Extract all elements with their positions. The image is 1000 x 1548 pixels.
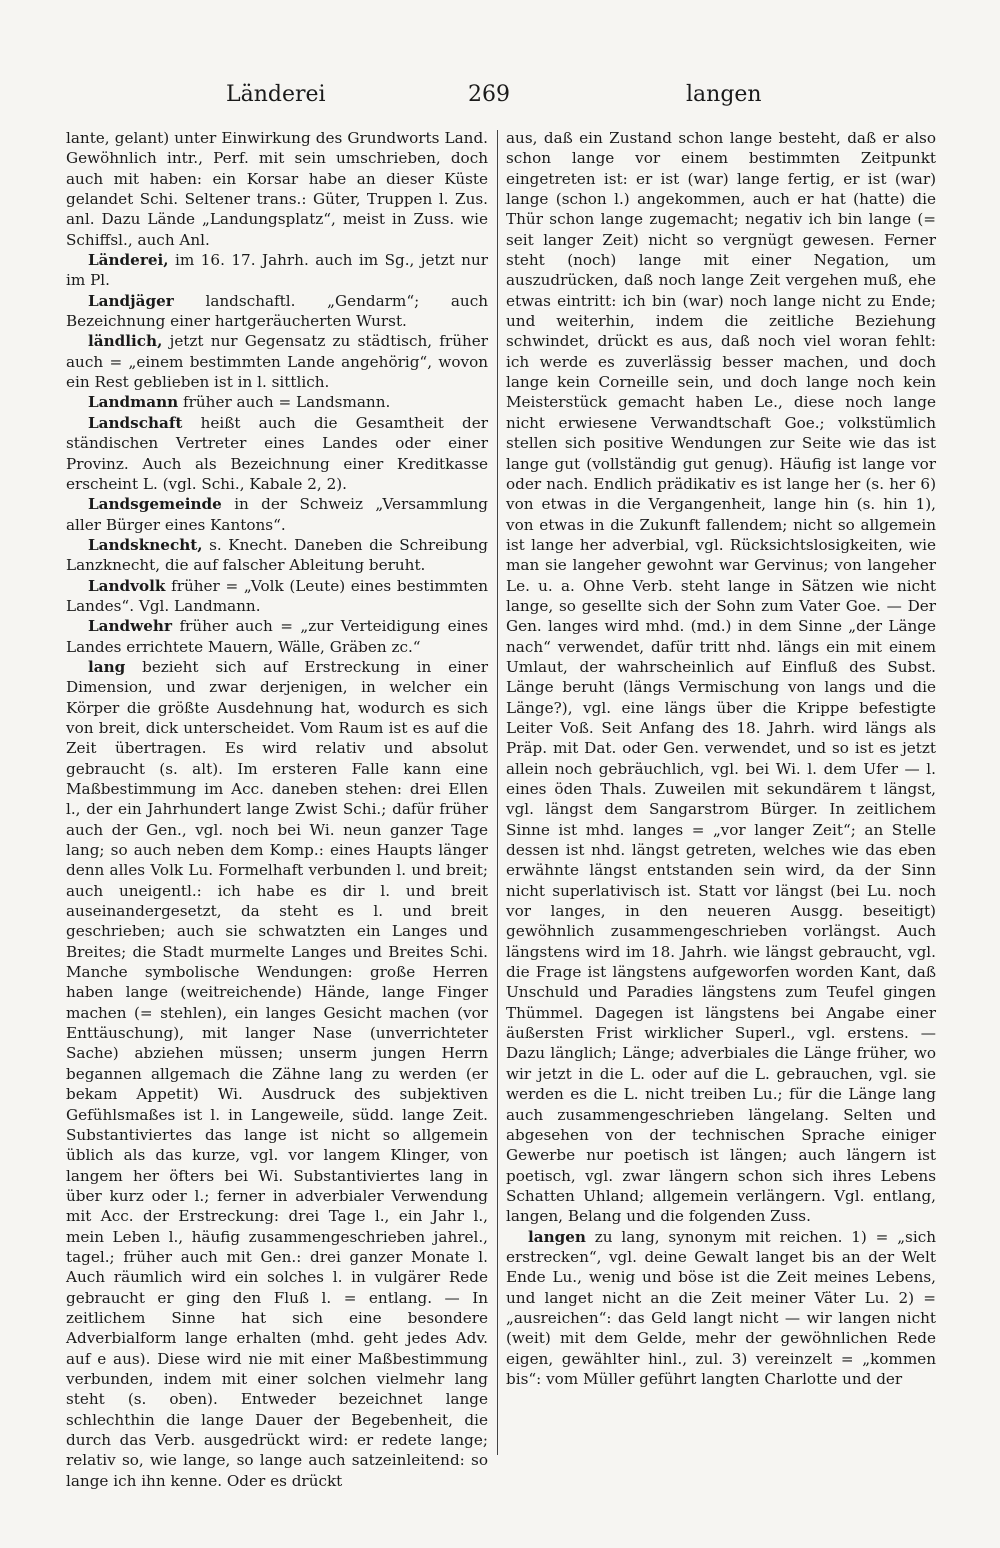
page-number: 269 [468, 82, 510, 107]
entry-paragraph [66, 616, 488, 657]
entry-text: aus, daß ein Zustand schon lange besteht, daß er also schon lange vor einem bestimmten Zeitpunkt eingetreten ist: er ist (war) lange fertig, er ist (war) lange (schon l.) angekommen, auch er hat (hatte) die Thür schon lange zugemacht; negativ ich bin lange (= seit langer Zeit) nicht so vergnügt gewesen. Ferner steht (noch) lange mit einer Negation, um auszudrücken, daß noch lange Zeit vergehen muß, ehe etwas eintritt: ich bin (war) noch lange nicht zu Ende; und weiterhin, indem die zeitliche Beziehung schwindet, drückt es aus, daß noch viel woran fehlt: ich werde es zuverlässig besser machen, und doch lange kein Corneille sein, und doch lange noch kein Meisterstück gemacht haben Le., diese noch lange nicht erwiesene Verwandtschaft Goe.; volkstümlich stellen sich positive Wendungen zur Seite wie das ist lange gut (vollständig gut genug). Häufig ist lange vor oder nach. Endlich prädikativ es ist lange her (s. her 6) von etwas in die Vergangenheit, lange hin (s. hin 1), von etwas in die Zukunft fallendem; nicht so allgemein ist lange her adverbial, vgl. Rücksichtslosigkeiten, wie man sie langeher gewohnt war Gervinus; von langeher Le. u. a. Ohne Verb. steht lange in Sätzen wie nicht lange, so gesellte sich der Sohn zum Vater Goe. — Der Gen. langes wird mhd. (md.) in dem Sinne „der Länge nach“ verwendet, dafür tritt nhd. längs ein mit einem Umlaut, der wahrscheinlich auf Einfluß des Subst. Länge beruht (längs Vermischung von langs und die Länge?), vgl. eine längs über die Krippe befestigte Leiter Voß. Seit Anfang des 18. Jahrh. wird längs als Präp. mit Dat. oder Gen. verwendet, und so ist es jetzt allein noch gebräuchlich, vgl. bei Wi. l. dem Ufer — l. eines öden Thals. Zuweilen mit sekundärem t längst, vgl. längst dem Sangarstrom Bürger. In zeitlichem Sinne ist mhd. langes = „vor langer Zeit“; an Stelle dessen ist nhd. längst getreten, welches wie das eben erwähnte längst entstanden sein wird, da der Sinn nicht superlativisch ist. Statt vor längst (bei Lu. noch vor langes, in den neueren Ausgg. beseitigt) gewöhnlich zusammengeschrieben vorlängst. Auch längstens wird im 18. Jahrh. wie längst gebraucht, vgl. die Frage ist längstens aufgeworfen worden Kant, daß Unschuld und Paradies längstens zum Teufel gingen Thümmel. Dagegen ist längstens bei Angabe einer äußersten Frist wirklicher Superl., vgl. erstens. — Dazu länglich; Länge; adverbiales die Länge früher, wo wir jetzt in die L. oder auf die L. gebrauchen, vgl. sie werden es die L. nicht treiben Lu.; für die Länge lang auch zusammengeschrieben längelang. Selten und abgesehen von der technischen Sprache einiger Gewerbe nur poetisch ist längen; auch längern ist poetisch, vgl. zwar längern schon sich ihres Lebens Schatten Uhland; allgemein verlängern. Vgl. entlang, langen, Belang und die folgenden Zuss. [506, 129, 936, 1226]
entry-text: heißt auch die Gesamtheit der ständischen Vertreter eines Landes oder einer Provinz. Auch als Bezeichnung einer Kreditkasse erscheint L. (vgl. Schi., Kabale 2, 2). [66, 413, 488, 493]
entry-paragraph [66, 576, 488, 617]
entry-headword: Landsgemeinde [88, 495, 222, 514]
entry-text: s. Knecht. Daneben die Schreibung Lanzknecht, die auf falscher Ableitung beruht. [66, 535, 488, 575]
entry-headword: Landmann [88, 393, 179, 412]
entry-headword: langen [528, 1227, 586, 1246]
entry-text: in der Schweiz „Versammlung aller Bürger eines Kantons“. [66, 495, 489, 534]
entry-paragraph [66, 291, 488, 332]
entry-text: früher auch = Landsmann. [183, 393, 391, 412]
running-header [0, 82, 1000, 116]
entry-paragraph [506, 128, 936, 1227]
entry-headword: lang [88, 657, 126, 676]
entry-text: bezieht sich auf Erstreckung in einer Dimension, und zwar derjenigen, in welcher ein Körper die größte Ausdehnung hat, wodurch es sich von breit, dick unterscheidet. Vom Raum ist es auf die Zeit übertragen. Es wird relativ und absolut gebraucht (s. alt). Im ersteren Falle kann eine Maßbestimmung im Acc. daneben stehen: drei Ellen l., der ein Jahrhundert lange Zwist Schi.; dafür früher auch der Gen., vgl. noch bei Wi. neun ganzer Tage lang; so auch neben dem Komp.: eines Haupts länger denn alles Volk Lu. Formelhaft verbunden l. und breit; auch uneigentl.: ich habe es dir l. und breit auseinandergesetzt, da steht es l. und breit geschrieben; auch sie schwatzten ein Langes und Breites; die Stadt murmelte Langes und Breites Schi. Manche symbolische Wendungen: große Herren haben lange (weitreichende) Hände, lange Finger machen (= stehlen), ein langes Gesicht machen (vor Enttäuschung), mit langer Nase (unverrichteter Sache) abziehen müssen; unserm jungen Herrn begannen allgemach die Zähne lang zu werden (er bekam Appetit) Wi. Ausdruck des subjektiven Gefühlsmaßes ist l. in Langeweile, südd. lange Zeit. Substantiviertes das lange ist nicht so allgemein üblich als das kurze, vgl. vor langem Klinger, von langem her öfters bei Wi. Substantiviertes lang in über kurz oder l.; ferner in adverbialer Verwendung mit Acc. der Erstreckung: drei Tage l., ein Jahr l., mein Leben l., häufig zusammengeschrieben jahrel., tagel.; früher auch mit Gen.: drei ganzer Monate l. Auch räumlich wird ein solches l. in vulgärer Rede gebraucht er ging den Fluß l. = entlang. — In zeitlichem Sinne hat sich eine besondere Adverbialform lange erhalten (mhd. geht jedes Adv. auf e aus). Diese wird nie mit einer Maßbestimmung verbunden, indem mit einer solchen vielmehr lang steht (s. oben). Entweder bezeichnet lange schlechthin die lange Dauer der Begebenheit, die durch das Verb. ausgedrückt wird: er redete lange; relativ so, wie lange, so lange auch satzeinleitend: so lange ich ihn kenne. Oder es drückt [66, 657, 488, 1490]
entry-paragraph [66, 413, 488, 494]
left-column [66, 128, 489, 1490]
entry-paragraph [66, 535, 488, 576]
entry-text: im 16. 17. Jahrh. auch im Sg., jetzt nur im Pl. [66, 251, 489, 290]
entry-paragraph [66, 250, 488, 291]
entry-paragraph [66, 392, 488, 412]
entry-text: zu lang, synonym mit reichen. 1) = „sich erstrecken“, vgl. deine Gewalt langet bis an der Welt Ende Lu., wenig und böse ist die Zeit meines Lebens, und langet nicht an die Zeit meiner Väter Lu. 2) = „ausreichen“: das Geld langt nicht — wir langen nicht (weit) mit dem Gelde, mehr der gewöhnlichen Rede eigen, gewählter hinl., zul. 3) vereinzelt = „kommen bis“: vom Müller geführt langten Charlotte und der [506, 1227, 936, 1388]
entry-paragraph [66, 331, 488, 392]
entry-headword: Landjäger [88, 291, 174, 310]
entry-paragraph [66, 128, 488, 250]
column-divider [497, 130, 498, 1455]
entry-paragraph [506, 1227, 936, 1390]
entry-headword: Landvolk [88, 576, 166, 595]
entry-text: jetzt nur Gegensatz zu städtisch, früher auch = „einem bestimmten Lande angehörig“, wovon ein Rest geblieben ist in l. sittlich. [66, 332, 488, 392]
entry-headword: Landschaft [88, 413, 183, 432]
entry-paragraph [66, 494, 488, 535]
header-right-keyword: langen [686, 82, 762, 107]
entry-text: früher = „Volk (Leute) eines bestimmten Landes“. Vgl. Landmann. [66, 576, 489, 615]
entry-headword: Länderei, [88, 251, 169, 270]
header-left-keyword: Länderei [226, 82, 326, 107]
entry-text: früher auch = „zur Verteidigung eines Landes errichtete Mauern, Wälle, Gräben zc.“ [66, 617, 488, 656]
entry-headword: Landsknecht, [88, 535, 203, 554]
entry-headword: Landwehr [88, 617, 172, 636]
right-column [506, 128, 936, 1458]
entry-paragraph [66, 657, 488, 1491]
entry-text: lante, gelant) unter Einwirkung des Grundworts Land. Gewöhnlich intr., Perf. mit sein umschrieben, doch auch mit haben: ein Korsar habe an dieser Küste gelandet Schi. Seltener trans.: Güter, Truppen l. Zus. anl. Dazu Lände „Landungsplatz“, meist in Zuss. wie Schiffsl., auch Anl. [66, 129, 488, 249]
entry-headword: ländlich, [88, 332, 163, 351]
entry-text: landschaftl. „Gendarm“; auch Bezeichnung einer hartgeräucherten Wurst. [66, 291, 488, 331]
